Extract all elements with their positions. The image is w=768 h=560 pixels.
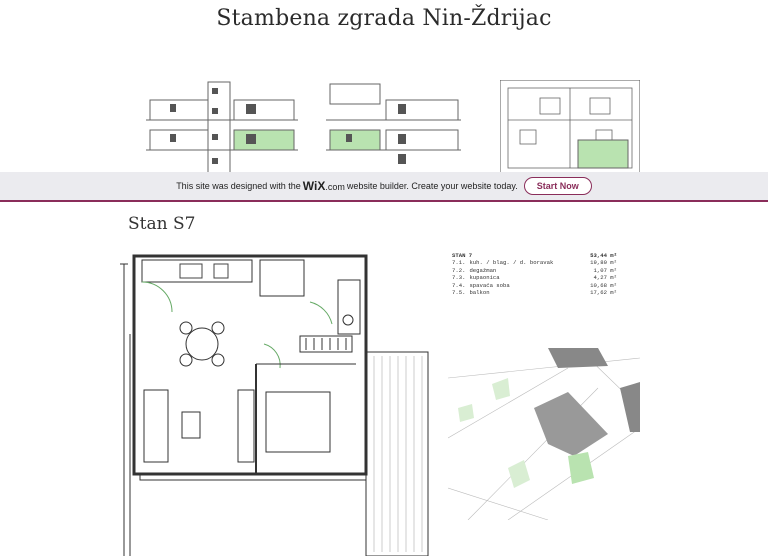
row-value: 1,07 m²	[593, 266, 617, 274]
elevation-drawing-2	[326, 74, 461, 174]
wix-logo	[303, 179, 345, 193]
unit-floor-plan	[120, 244, 442, 556]
row-code: 7.3.	[452, 274, 466, 282]
area-table-row	[452, 259, 617, 266]
area-table-row	[452, 274, 617, 281]
page-title: Stambena zgrada Nin-Ždrijac	[216, 6, 552, 31]
area-table-header-value: 53,44 m²	[590, 252, 617, 259]
row-label: degažman	[469, 266, 497, 274]
row-label: kuh. / blag. / d. boravak	[469, 259, 554, 267]
wix-brand-suffix: .com	[325, 182, 345, 192]
row-value: 17,62 m²	[590, 289, 617, 297]
area-table-header	[452, 252, 617, 259]
elevation-drawing-1	[146, 74, 298, 174]
floorplan-thumbnail	[500, 80, 640, 176]
area-table-row	[452, 289, 617, 296]
row-code: 7.1.	[452, 259, 466, 267]
row-code: 7.2.	[452, 266, 466, 274]
row-label: balkon	[469, 289, 490, 297]
area-table-header-code: STAN 7	[452, 252, 473, 259]
row-value: 10,68 m²	[590, 281, 617, 289]
area-table	[452, 252, 617, 296]
unit-title: Stan S7	[128, 214, 196, 234]
wix-brand: WiX	[302, 179, 326, 193]
row-code: 7.5.	[452, 289, 466, 297]
row-code: 7.4.	[452, 281, 466, 289]
wix-banner-text-before: This site was designed with the	[176, 181, 301, 191]
area-table-row	[452, 267, 617, 274]
row-label: kupaonica	[469, 274, 500, 282]
wix-promo-banner	[0, 172, 768, 202]
start-now-button[interactable]: Start Now	[524, 177, 592, 195]
site-plan	[448, 348, 640, 520]
wix-banner-text-after: website builder. Create your website today.	[346, 181, 518, 191]
area-table-row	[452, 282, 617, 289]
row-value: 19,80 m²	[590, 259, 617, 267]
row-value: 4,27 m²	[593, 274, 617, 282]
row-label: spavaća soba	[469, 281, 510, 289]
